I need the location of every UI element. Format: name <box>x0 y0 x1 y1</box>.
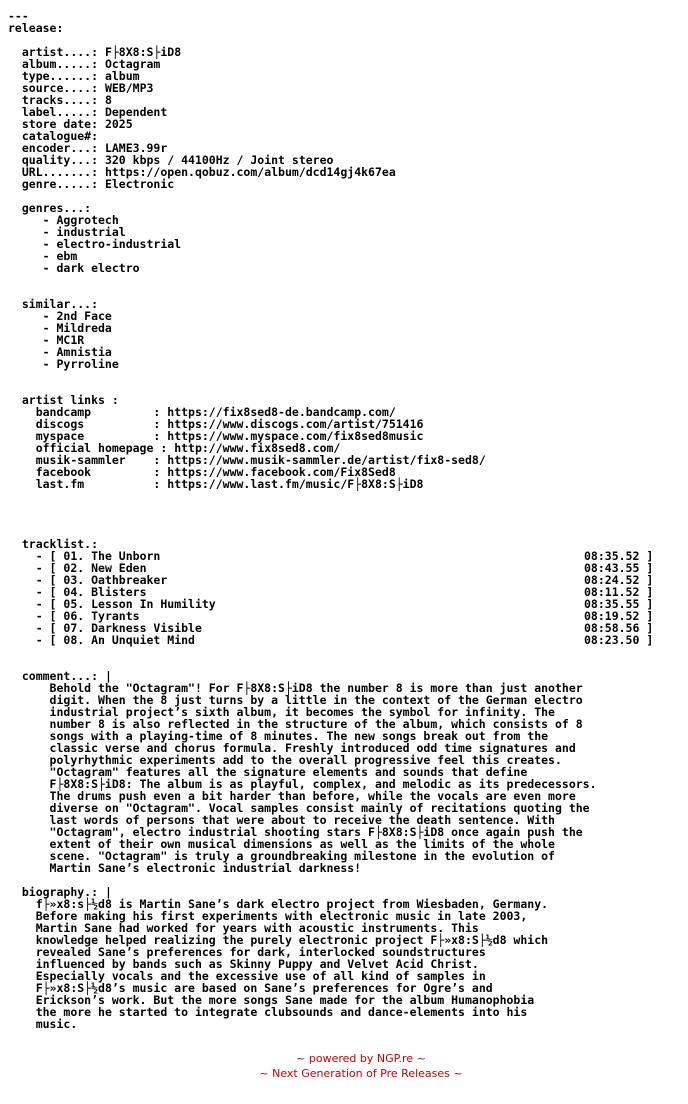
track-row: - [ 06. Tyrants 08:19.52 ] <box>8 609 654 623</box>
comment-line-text: Martin Sane’s electronic industrial darkness! <box>49 861 362 875</box>
biography-line <box>8 1006 668 1018</box>
track-duration: 08:11.52 <box>584 585 640 599</box>
similar-artist-name: Mildreda <box>56 321 112 335</box>
artist-link-row: last.fm : https://www.last.fm/music/F├8X8:S├iD8 <box>35 477 424 491</box>
info-key: album.....: <box>21 57 105 71</box>
genre-item: - dark electro <box>8 261 140 275</box>
artist-link-row: facebook : https://www.facebook.com/Fix8Sed8 <box>35 465 396 479</box>
comment-line-text: number 8 is also reflected in the structure of the album, which consists of 8 <box>49 717 583 731</box>
artist-link-row: myspace : https://www.myspace.com/fix8sed8music <box>35 429 424 443</box>
comment-line-text: Behold the "Octagram"! For F├8X8:S├iD8 the number 8 is more than just another <box>49 681 583 695</box>
comment-line-text: "Octagram" features all the signature elements and sounds that define <box>49 765 528 779</box>
artist-link-row: bandcamp : https://fix8sed8-de.bandcamp.com/ <box>35 405 396 419</box>
similar-heading: similar...: <box>21 297 99 311</box>
track-title: New Eden <box>91 561 147 575</box>
genre-item: - electro-industrial <box>8 237 182 251</box>
link-url[interactable]: https://www.last.fm/music/F├8X8:S├iD8 <box>167 477 424 491</box>
comment-line-text: songs with a playing-time of 8 minutes. The new songs break out from the <box>49 729 549 743</box>
track-duration: 08:43.55 <box>584 561 640 575</box>
info-value: WEB/MP3 <box>104 81 154 95</box>
track-number: 06. <box>63 609 85 623</box>
release-document <box>8 10 668 1030</box>
track-duration: 08:35.55 <box>584 597 640 611</box>
genres-heading: genres...: <box>21 201 92 215</box>
biography-line-text: the more he started to integrate clubsounds and dance-elements into his <box>35 1005 528 1019</box>
info-key: genre.....: <box>21 177 105 191</box>
link-url[interactable]: https://www.facebook.com/Fix8Sed8 <box>167 465 396 479</box>
artist-link-row: musik-sammler : https://www.musik-sammler.de/artist/fix8-sed8/ <box>35 453 486 467</box>
biography-line-text: music. <box>35 1017 78 1031</box>
info-value: Octagram <box>104 57 161 71</box>
comment-line-text: diverse on "Octagram". Vocal samples consist mainly of recitations quoting the <box>49 801 590 815</box>
link-url[interactable]: https://www.discogs.com/artist/751416 <box>167 417 424 431</box>
similar-artist-item: - MC1R <box>8 333 85 347</box>
biography-text <box>8 898 668 1030</box>
track-duration-cell: 08:35.52 ] <box>584 549 654 563</box>
comment-heading: comment...: | <box>21 669 112 683</box>
release-info <box>8 46 668 190</box>
genre-label: Aggrotech <box>56 213 119 227</box>
track-number: 07. <box>63 621 85 635</box>
info-key: tracks....: <box>21 93 105 107</box>
comment-text <box>8 682 668 874</box>
link-name: discogs <box>35 417 147 431</box>
info-value: Electronic <box>104 177 175 191</box>
info-value: LAME3.99r <box>104 141 168 155</box>
comment-line <box>8 862 668 874</box>
info-key: source....: <box>21 81 105 95</box>
info-key: type......: <box>21 69 105 83</box>
similar-artist-item: - Amnistia <box>8 345 112 359</box>
comment-line-text: last words of persons that were about to receive the death sentence. With <box>49 813 555 827</box>
biography-line <box>8 1018 668 1030</box>
info-key: catalogue#: <box>21 129 99 143</box>
comment-line-text: The drums push even a bit harder than before, while the vocals are even more <box>49 789 576 803</box>
track-title: An Unquiet Mind <box>91 633 195 647</box>
track-row: - [ 02. New Eden 08:43.55 ] <box>8 561 654 575</box>
genre-label: electro-industrial <box>56 237 182 251</box>
track-duration-cell: 08:19.52 ] <box>584 609 654 623</box>
tracklist-heading: tracklist.: <box>21 537 99 551</box>
genre-label: ebm <box>56 249 78 263</box>
artist-link-row: official homepage : http://www.fix8sed8.com/ <box>35 441 341 455</box>
track-duration-cell: 08:43.55 ] <box>584 561 654 575</box>
comment-line-text: F├8X8:S├iD8: The album is as playful, complex, and melodic as its predecessors. <box>49 777 597 791</box>
track-row: - [ 05. Lesson In Humility 08:35.55 ] <box>8 597 654 611</box>
artist-links-list <box>8 406 668 490</box>
track-duration-cell: 08:23.50 ] <box>584 633 654 647</box>
track-duration-cell: 08:35.55 ] <box>584 597 654 611</box>
track-row: - [ 03. Oathbreaker 08:24.52 ] <box>8 573 654 587</box>
info-key: encoder...: <box>21 141 105 155</box>
biography-line-text: Martin Sane had worked for years with acoustic instruments. This <box>35 921 479 935</box>
biography-line-text: F├»x8:S├½d8’s music are based on Sane’s preferences for Ogre’s and <box>35 981 493 995</box>
link-name: bandcamp <box>35 405 147 419</box>
track-duration-cell: 08:11.52 ] <box>584 585 654 599</box>
biography-line-text: Erickson’s work. But the more songs Sane made for the album Humanophobia <box>35 993 535 1007</box>
tracklist <box>8 550 668 646</box>
info-value: 320 kbps / 44100Hz / Joint stereo <box>104 153 334 167</box>
info-key: artist....: <box>21 45 105 59</box>
similar-artist-name: 2nd Face <box>56 309 112 323</box>
link-name: last.fm <box>35 477 147 491</box>
track-number: 03. <box>63 573 85 587</box>
link-name: myspace <box>35 429 147 443</box>
info-value: 2025 <box>104 117 133 131</box>
track-duration-cell: 08:24.52 ] <box>584 573 654 587</box>
track-title: Darkness Visible <box>91 621 202 635</box>
info-value: F├8X8:S├iD8 <box>104 45 182 59</box>
biography-line-text: knowledge helped realizing the purely electronic project F├»x8:S├½d8 which <box>35 933 549 947</box>
similar-artist-name: Pyrroline <box>56 357 119 371</box>
genre-item: - Aggrotech <box>8 213 119 227</box>
info-key: store date: <box>21 117 105 131</box>
info-value: Dependent <box>104 105 168 119</box>
biography-line-text: Especially vocals and the excessive use of all kind of samples in <box>35 969 486 983</box>
info-key: quality...: <box>21 153 105 167</box>
track-number: 01. <box>63 549 85 563</box>
track-number: 08. <box>63 633 85 647</box>
comment-line-text: scene. "Octagram" is truly a groundbreaking milestone in the evolution of <box>49 849 555 863</box>
track-number: 02. <box>63 561 85 575</box>
info-key: label.....: <box>21 105 105 119</box>
info-value: https://open.qobuz.com/album/dcd14gj4k67ea <box>104 165 396 179</box>
link-url[interactable]: http://www.fix8sed8.com/ <box>174 441 341 455</box>
info-row <box>8 118 668 130</box>
genre-label: dark electro <box>56 261 140 275</box>
info-row <box>8 178 668 190</box>
comment-line-text: polyrhythmic experiments add to the overall progressive feel this creates. <box>49 753 562 767</box>
comment-line-text: digit. When the 8 just turns by a little in the context of the German electro <box>49 693 583 707</box>
similar-artist-item: - 2nd Face <box>8 309 112 323</box>
link-url[interactable]: https://www.musik-sammler.de/artist/fix8-sed8/ <box>167 453 486 467</box>
link-name: official homepage <box>35 441 154 455</box>
track-row: - [ 01. The Unborn 08:35.52 ] <box>8 549 654 563</box>
track-title: The Unborn <box>91 549 161 563</box>
track-number: 05. <box>63 597 85 611</box>
biography-heading: biography.: | <box>21 885 112 899</box>
track-row: - [ 08. An Unquiet Mind 08:23.50 ] <box>8 633 654 647</box>
track-title: Lesson In Humility <box>91 597 216 611</box>
footer-powered-by: ~ powered by NGP.re ~ <box>296 1052 426 1065</box>
artist-link-row: discogs : https://www.discogs.com/artist/751416 <box>35 417 424 431</box>
track-duration: 08:19.52 <box>584 609 640 623</box>
track-number: 04. <box>63 585 85 599</box>
track-title: Blisters <box>91 585 147 599</box>
track-duration: 08:58.56 <box>584 621 640 635</box>
info-key: URL.......: <box>21 165 105 179</box>
comment-line-text: industrial project’s sixth album, it becomes the symbol for infinity. The <box>49 705 555 719</box>
similar-list <box>8 310 668 370</box>
separator: --- <box>8 9 29 23</box>
link-name: musik-sammler <box>35 453 147 467</box>
track-row: - [ 04. Blisters 08:11.52 ] <box>8 585 654 599</box>
link-url[interactable]: https://fix8sed8-de.bandcamp.com/ <box>167 405 396 419</box>
similar-artist-name: MC1R <box>56 333 85 347</box>
link-url[interactable]: https://www.myspace.com/fix8sed8music <box>167 429 424 443</box>
release-heading: release: <box>8 21 64 35</box>
info-value: album <box>104 69 140 83</box>
genres-list <box>8 214 668 274</box>
track-duration: 08:24.52 <box>584 573 640 587</box>
comment-line-text: classic verse and chorus formula. Freshly introduced odd time signatures and <box>49 741 576 755</box>
genre-item: - ebm <box>8 249 78 263</box>
comment-line-text: extent of their own musical dimensions as well as the limits of the whole <box>49 837 555 851</box>
track-duration: 08:23.50 <box>584 633 640 647</box>
link-name: facebook <box>35 465 147 479</box>
biography-line-text: influenced by bands such as Skinny Puppy and Velvet Acid Christ. <box>35 957 479 971</box>
info-value: 8 <box>104 93 112 107</box>
similar-artist-item: - Mildreda <box>8 321 112 335</box>
similar-artist-item: - Pyrroline <box>8 357 119 371</box>
track-title: Tyrants <box>91 609 140 623</box>
biography-line-text: f├»x8:s├½d8 is Martin Sane’s dark electro project from Wiesbaden, Germany. <box>35 897 549 911</box>
biography-line-text: revealed Sane’s preferences for dark, interlocked soundstructures <box>35 945 486 959</box>
genre-item: - industrial <box>8 225 126 239</box>
biography-line-text: Before making his first experiments with electronic music in late 2003, <box>35 909 528 923</box>
track-duration: 08:35.52 <box>584 549 640 563</box>
track-title: Oathbreaker <box>91 573 168 587</box>
genre-label: industrial <box>56 225 126 239</box>
track-row: - [ 07. Darkness Visible 08:58.56 ] <box>8 621 654 635</box>
links-heading: artist links : <box>21 393 119 407</box>
comment-line-text: "Octagram", electro industrial shooting stars F├8X8:S├iD8 once again push the <box>49 825 583 839</box>
track-duration-cell: 08:58.56 ] <box>584 621 654 635</box>
footer-tagline: ~ Next Generation of Pre Releases ~ <box>259 1067 463 1080</box>
similar-artist-name: Amnistia <box>56 345 112 359</box>
